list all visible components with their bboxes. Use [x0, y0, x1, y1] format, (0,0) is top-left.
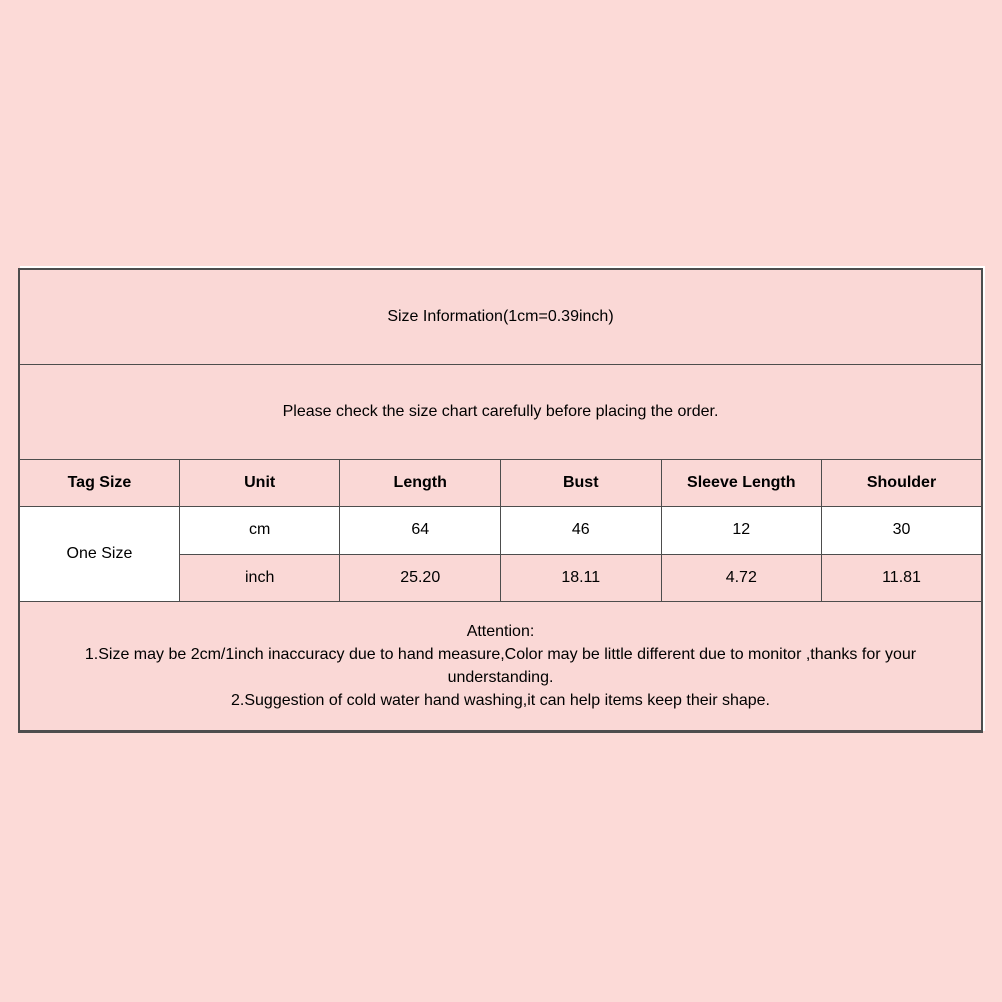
attention-heading: Attention:: [466, 622, 535, 640]
cm-row: [19, 506, 982, 554]
length-cm-value: 64: [340, 506, 501, 554]
column-header-bust: Bust: [500, 459, 661, 506]
size-information-table: [18, 268, 983, 733]
length-inch-value: 25.20: [340, 554, 501, 601]
unit-inch-label: inch: [179, 554, 340, 601]
column-header-sleeve-length: Sleeve Length: [661, 459, 822, 506]
size-information-title: Size Information(1cm=0.39inch): [19, 269, 982, 364]
sleeve-length-cm-value: 12: [661, 506, 822, 554]
column-header-shoulder: Shoulder: [822, 459, 982, 506]
sleeve-length-inch-value: 4.72: [661, 554, 822, 601]
bust-cm-value: 46: [500, 506, 661, 554]
attention-row: [19, 601, 982, 731]
note-row: [19, 364, 982, 459]
tag-size-value: One Size: [19, 506, 179, 601]
column-header-length: Length: [340, 459, 501, 506]
header-row: [19, 459, 982, 506]
column-header-tag-size: Tag Size: [19, 459, 179, 506]
size-chart-note: Please check the size chart carefully before placing the order.: [19, 364, 982, 459]
attention-point-1: 1.Size may be 2cm/1inch inaccuracy due to hand measure,Color may be little different due to monitor ,thanks for your: [84, 645, 917, 663]
shoulder-cm-value: 30: [822, 506, 982, 554]
bust-inch-value: 18.11: [500, 554, 661, 601]
attention-point-2: 2.Suggestion of cold water hand washing,it can help items keep their shape.: [231, 691, 770, 709]
title-row: [19, 269, 982, 364]
attention-note: [19, 601, 982, 731]
unit-cm-label: cm: [179, 506, 340, 554]
column-header-unit: Unit: [179, 459, 340, 506]
attention-point-1-continued: understanding.: [447, 668, 554, 686]
shoulder-inch-value: 11.81: [822, 554, 982, 601]
